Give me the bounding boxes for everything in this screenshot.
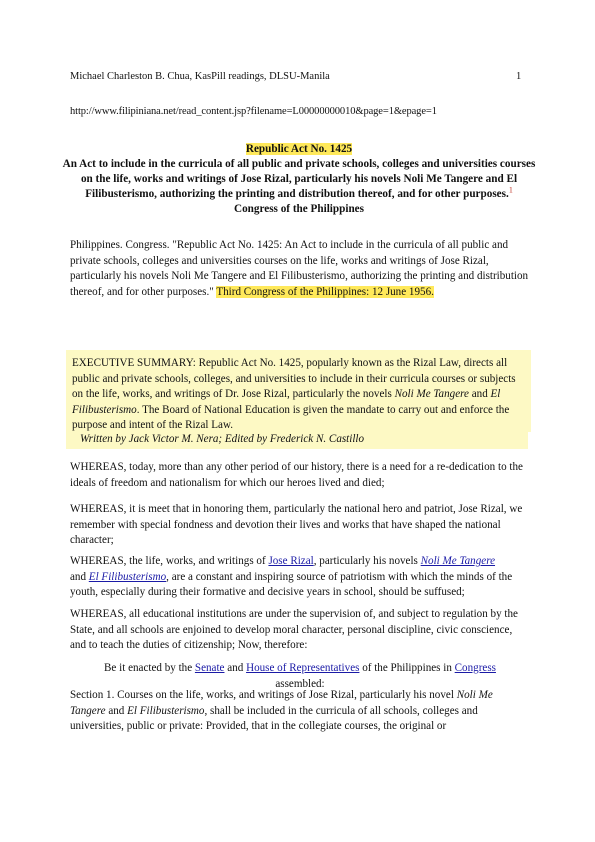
- whereas-paragraph-3: [70, 554, 530, 601]
- link-house-of-representatives[interactable]: House of Representatives: [246, 662, 360, 674]
- enacted-text-a: Be it enacted by the: [104, 662, 195, 674]
- act-title-text: An Act to include in the curricula of all public and private schools, colleges and universities courses on the life, works and writings of Jose Rizal, particularly his novels Noli Me Tangere and El Filibusterismo, authorizing the printing and distribution thereof, and for other purposes.: [62, 158, 536, 200]
- citation-paragraph: [70, 238, 530, 300]
- section1-text-c: , shall be included in the curricula of all schools, colleges and universities, public or private: Provided, that in the collegiate courses, the original or: [70, 704, 478, 732]
- whereas3-text-d: , are a constant and inspiring source of patriotism with which the minds of the youth, especially during their formative and decisive years in school, should be suffused;: [70, 570, 513, 598]
- whereas-paragraph-1: WHEREAS, today, more than any other period of our history, there is a need for a re-dedication to the ideals of freedom and nationalism for which our heroes lived and died;: [70, 461, 523, 489]
- summary-noli: Noli Me Tangere: [394, 388, 469, 400]
- link-noli-me-tangere[interactable]: Noli Me Tangere: [420, 555, 496, 567]
- act-title-block: [62, 142, 536, 217]
- citation-date-highlight: Third Congress of the Philippines: 12 June 1956.: [216, 285, 434, 298]
- whereas-paragraph-4: WHEREAS, all educational institutions are under the supervision of, and subject to regulation by the State, and all schools are enjoined to develop moral character, personal discipline, civic conscience, and to teach the duties of citizenship; Now, therefore:: [70, 608, 518, 651]
- summary-part-1: EXECUTIVE SUMMARY: Republic Act No. 1425, popularly known as the Rizal Law, directs all public and private schools, colleges, and universities to include in their curricula courses or subjects on the life, works, and writings of Dr. Jose Rizal, particularly the novels: [72, 357, 516, 400]
- section1-text-a: Section 1. Courses on the life, works, and writings of Jose Rizal, particularly his novel: [70, 689, 457, 701]
- citation-text: Philippines. Congress. "Republic Act No. 1425: An Act to include in the curricula of all public and private schools, colleges and universities courses on the life, works and writings of Jose Rizal, particularly his novels Noli Me Tangere and El Filibusterismo, authorizing the printing and distribution thereof, and for other purposes.": [70, 239, 529, 298]
- summary-and: and: [468, 388, 491, 400]
- section-1-paragraph: [70, 688, 530, 735]
- enacted-text-b: and: [224, 662, 247, 674]
- link-jose-rizal[interactable]: Jose Rizal: [268, 555, 314, 567]
- page-number: 1: [516, 71, 522, 82]
- link-el-filibusterismo[interactable]: El Filibusterismo: [88, 570, 167, 583]
- executive-summary-text: [72, 356, 526, 434]
- source-url: http://www.filipiniana.net/read_content.jsp?filename=L00000000010&page=1&epage=1: [70, 106, 437, 117]
- whereas3-text-c: and: [70, 570, 89, 583]
- act-number-title: Republic Act No. 1425: [245, 143, 353, 155]
- summary-fili: El Filibusterismo: [72, 388, 501, 416]
- footnote-marker[interactable]: 1: [508, 185, 513, 195]
- whereas3-text-a: WHEREAS, the life, works, and writings of: [70, 555, 269, 567]
- section1-noli: Noli Me Tangere: [70, 689, 493, 717]
- whereas3-text-b: , particularly his novels: [313, 555, 421, 567]
- link-congress[interactable]: Congress: [454, 662, 496, 674]
- summary-part-2: . The Board of National Education is given the mandate to carry out and enforce the purpose and intent of the Rizal Law.: [72, 403, 510, 431]
- section1-fili: El Filibusterismo: [127, 704, 205, 717]
- summary-credit: Written by Jack Victor M. Nera; Edited by Frederick N. Castillo: [80, 433, 365, 445]
- whereas-paragraph-2: WHEREAS, it is meet that in honoring them, particularly the national hero and patriot, Jose Rizal, we remember with special fondness and devotion their lives and works that have shaped the national character;: [70, 503, 523, 546]
- link-senate[interactable]: Senate: [194, 662, 225, 674]
- page-header-author: Michael Charleston B. Chua, KasPill readings, DLSU-Manila: [70, 71, 330, 82]
- congress-heading: Congress of the Philippines: [233, 203, 365, 215]
- enacted-text-c: of the Philippines in: [359, 662, 455, 674]
- section1-text-b: and: [105, 704, 128, 717]
- enacted-text-d: assembled:: [275, 677, 325, 690]
